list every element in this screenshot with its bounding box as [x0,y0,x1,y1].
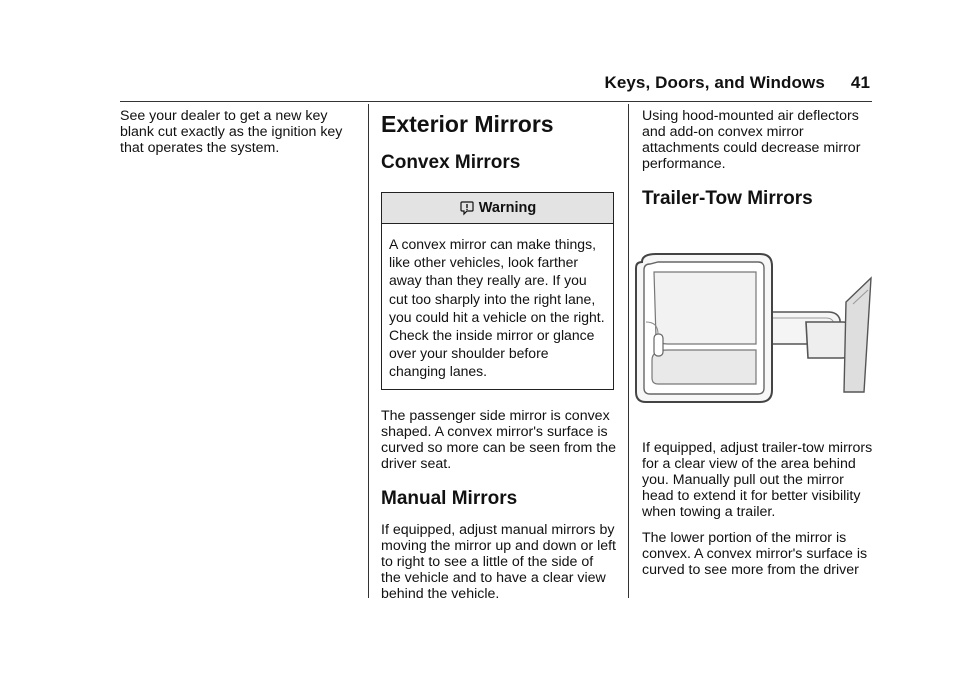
manual-mirrors-heading: Manual Mirrors [381,487,518,509]
warning-header [382,193,613,224]
convex-paragraph: The passenger side mirror is convex shaped. A convex mirror's surface is curved so more can be seen from the driver seat. [381,407,617,472]
column-1 [120,108,360,166]
section-title: Exterior Mirrors [381,111,554,137]
trailer-paragraph-1: If equipped, adjust trailer-tow mirrors for a clear view of the area behind you. Manually pull out the mirror head to extend it for better visibility when towing a trailer. [642,440,873,520]
chapter-title: Keys, Doors, and Windows [604,73,825,92]
page-header [604,73,870,93]
trailer-paragraph-2: The lower portion of the mirror is convex. A convex mirror's surface is curved to see more from the driver [642,530,868,578]
trailer-mirror-illustration [628,242,873,412]
key-paragraph: See your dealer to get a new key blank cut exactly as the ignition key that operates the system. [120,108,343,156]
warning-text: A convex mirror can make things, like other vehicles, look farther away than they really are. If you cut too sharply into the right lane, you could hit a vehicle on the right. Check the inside mirror or glance over your shoulder before changing lanes. [389,236,605,380]
warning-label: Warning [478,200,537,216]
manual-paragraph: If equipped, adjust manual mirrors by moving the mirror up and down or left to right to see a little of the side of the vehicle and to have a clear view behind the vehicle. [381,521,616,602]
convex-mirrors-heading: Convex Mirrors [381,152,521,173]
header-rule [120,101,872,102]
warning-box [381,192,614,390]
column-2 [381,108,616,612]
warning-icon [459,200,475,216]
trailer-tow-heading: Trailer-Tow Mirrors [642,188,813,209]
column-3 [642,108,877,588]
column-divider-1 [368,104,369,598]
page-number: 41 [850,73,870,92]
deflector-paragraph: Using hood-mounted air deflectors and add-on convex mirror attachments could decrease mirror performance. [642,108,861,172]
